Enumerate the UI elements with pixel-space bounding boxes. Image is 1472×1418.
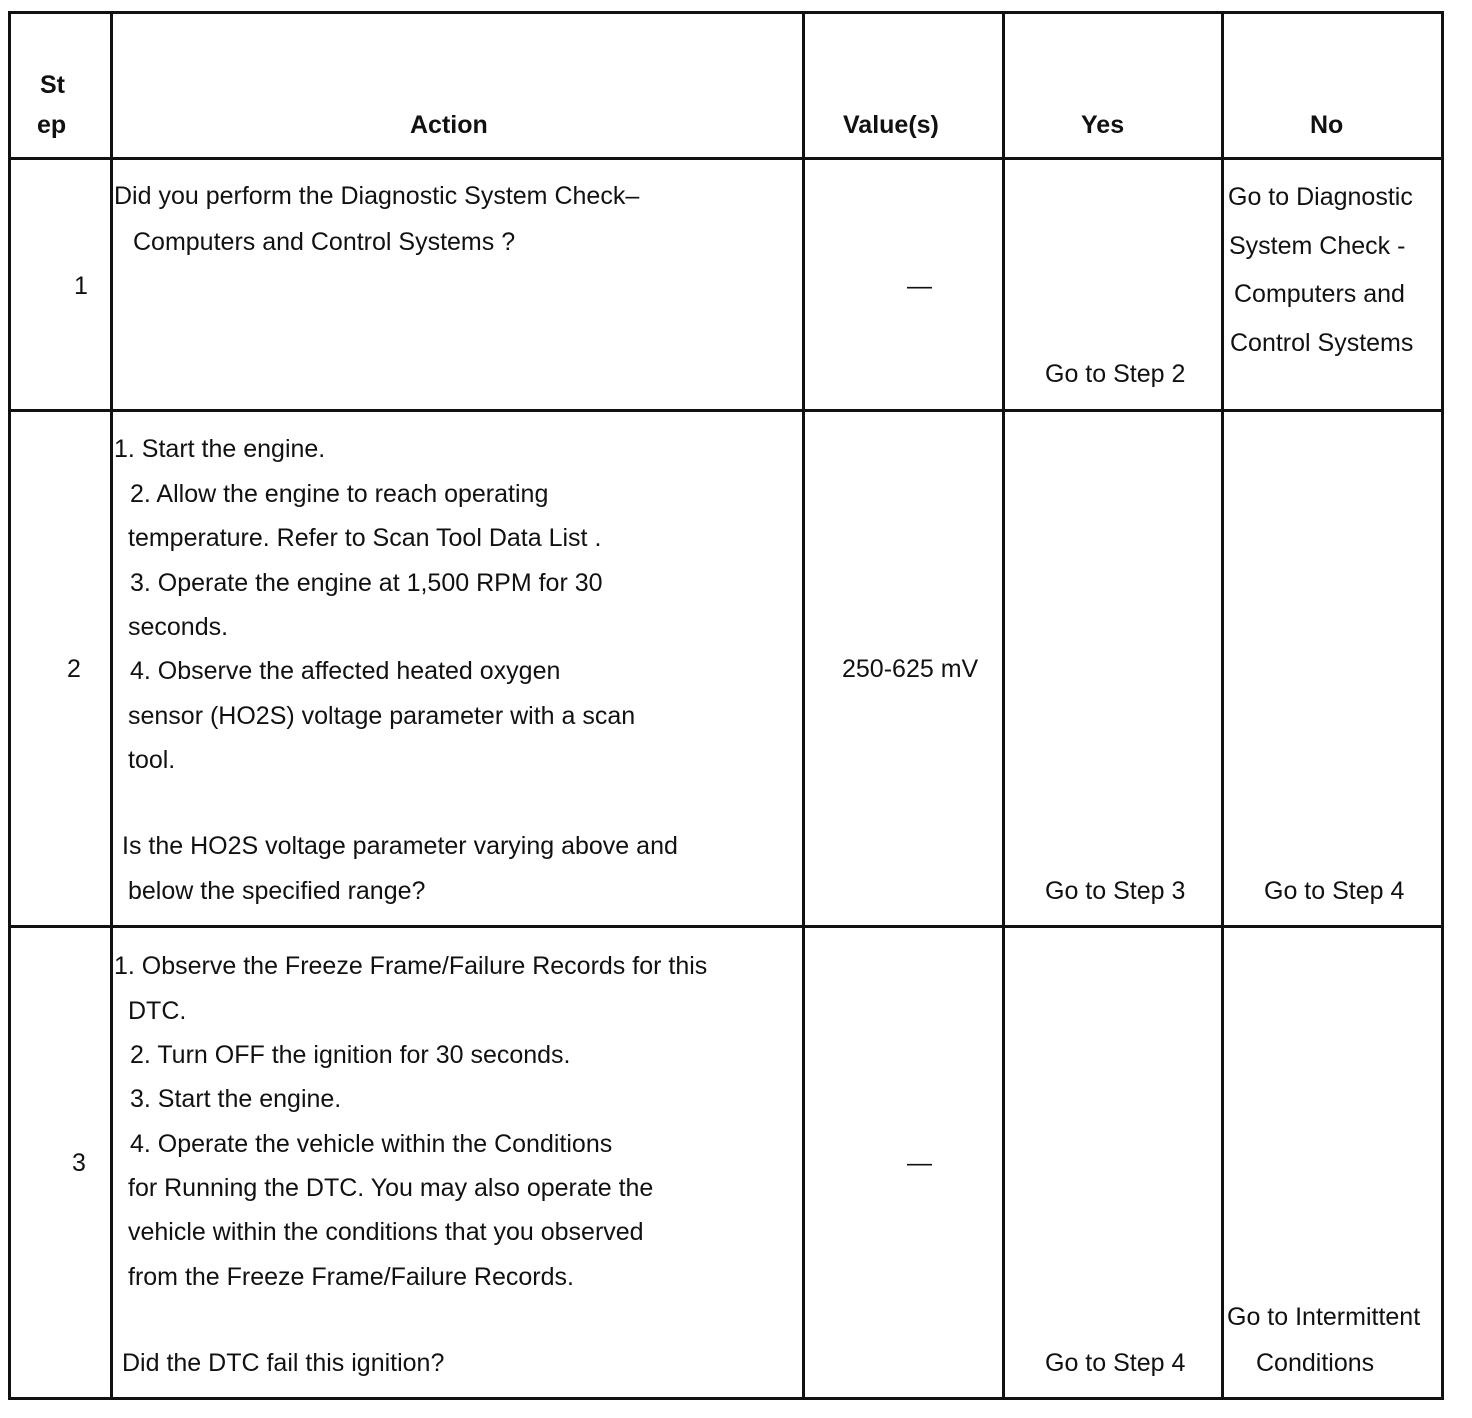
step-number: 3 bbox=[72, 1149, 86, 1177]
step-number: 2 bbox=[67, 655, 81, 683]
header-no: No bbox=[1310, 111, 1344, 139]
action-line: Did the DTC fail this ignition? bbox=[122, 1349, 445, 1377]
value-cell: — bbox=[907, 1149, 932, 1177]
action-line: for Running the DTC. You may also operate the bbox=[128, 1174, 654, 1202]
table-border-bottom bbox=[8, 1397, 1444, 1400]
action-line: 2. Allow the engine to reach operating bbox=[130, 480, 549, 508]
action-line: 4. Observe the affected heated oxygen bbox=[130, 657, 561, 685]
column-divider bbox=[1002, 11, 1005, 1400]
action-line: seconds. bbox=[128, 613, 229, 641]
action-line: below the specified range? bbox=[128, 877, 426, 905]
action-line: tool. bbox=[128, 746, 176, 774]
table-border-top bbox=[8, 11, 1444, 14]
row-divider bbox=[8, 925, 1444, 928]
no-cell-line: System Check - bbox=[1229, 232, 1406, 260]
header-yes: Yes bbox=[1081, 111, 1125, 139]
action-line: 1. Observe the Freeze Frame/Failure Records for this bbox=[114, 952, 708, 980]
table-border-right bbox=[1441, 11, 1444, 1400]
header-step-line1: St bbox=[40, 71, 65, 99]
action-line: 1. Start the engine. bbox=[114, 435, 326, 463]
action-line: 3. Start the engine. bbox=[130, 1085, 342, 1113]
action-line: 4. Operate the vehicle within the Conditions bbox=[130, 1130, 613, 1158]
no-cell-line: Control Systems bbox=[1230, 329, 1414, 357]
no-cell: Go to Step 4 bbox=[1264, 877, 1405, 905]
yes-cell: Go to Step 4 bbox=[1045, 1349, 1186, 1377]
action-line: 2. Turn OFF the ignition for 30 seconds. bbox=[130, 1041, 571, 1069]
column-divider bbox=[1221, 11, 1224, 1400]
action-line: from the Freeze Frame/Failure Records. bbox=[128, 1263, 574, 1291]
action-line: vehicle within the conditions that you observed bbox=[128, 1218, 644, 1246]
no-cell-line: Go to Intermittent bbox=[1227, 1303, 1421, 1331]
row-divider bbox=[8, 157, 1444, 160]
no-cell-line: Conditions bbox=[1256, 1349, 1375, 1377]
action-line: sensor (HO2S) voltage parameter with a scan bbox=[128, 702, 636, 730]
action-line: temperature. Refer to Scan Tool Data List . bbox=[128, 524, 602, 552]
action-line: Did you perform the Diagnostic System Check– bbox=[114, 182, 640, 210]
value-cell: — bbox=[907, 272, 932, 300]
header-step-line2: ep bbox=[37, 111, 67, 139]
header-action: Action bbox=[410, 111, 488, 139]
action-line: 3. Operate the engine at 1,500 RPM for 30 bbox=[130, 569, 603, 597]
column-divider bbox=[110, 11, 113, 1400]
value-cell: 250-625 mV bbox=[842, 655, 979, 683]
yes-cell: Go to Step 3 bbox=[1045, 877, 1186, 905]
column-divider bbox=[802, 11, 805, 1400]
step-number: 1 bbox=[74, 272, 88, 300]
no-cell-line: Computers and bbox=[1234, 280, 1405, 308]
header-values: Value(s) bbox=[843, 111, 939, 139]
action-line: DTC. bbox=[128, 997, 187, 1025]
action-line: Computers and Control Systems ? bbox=[133, 228, 516, 256]
table-border-left bbox=[8, 11, 11, 1400]
action-line: Is the HO2S voltage parameter varying above and bbox=[122, 832, 678, 860]
no-cell-line: Go to Diagnostic bbox=[1228, 183, 1413, 211]
yes-cell: Go to Step 2 bbox=[1045, 360, 1186, 388]
row-divider bbox=[8, 409, 1444, 412]
